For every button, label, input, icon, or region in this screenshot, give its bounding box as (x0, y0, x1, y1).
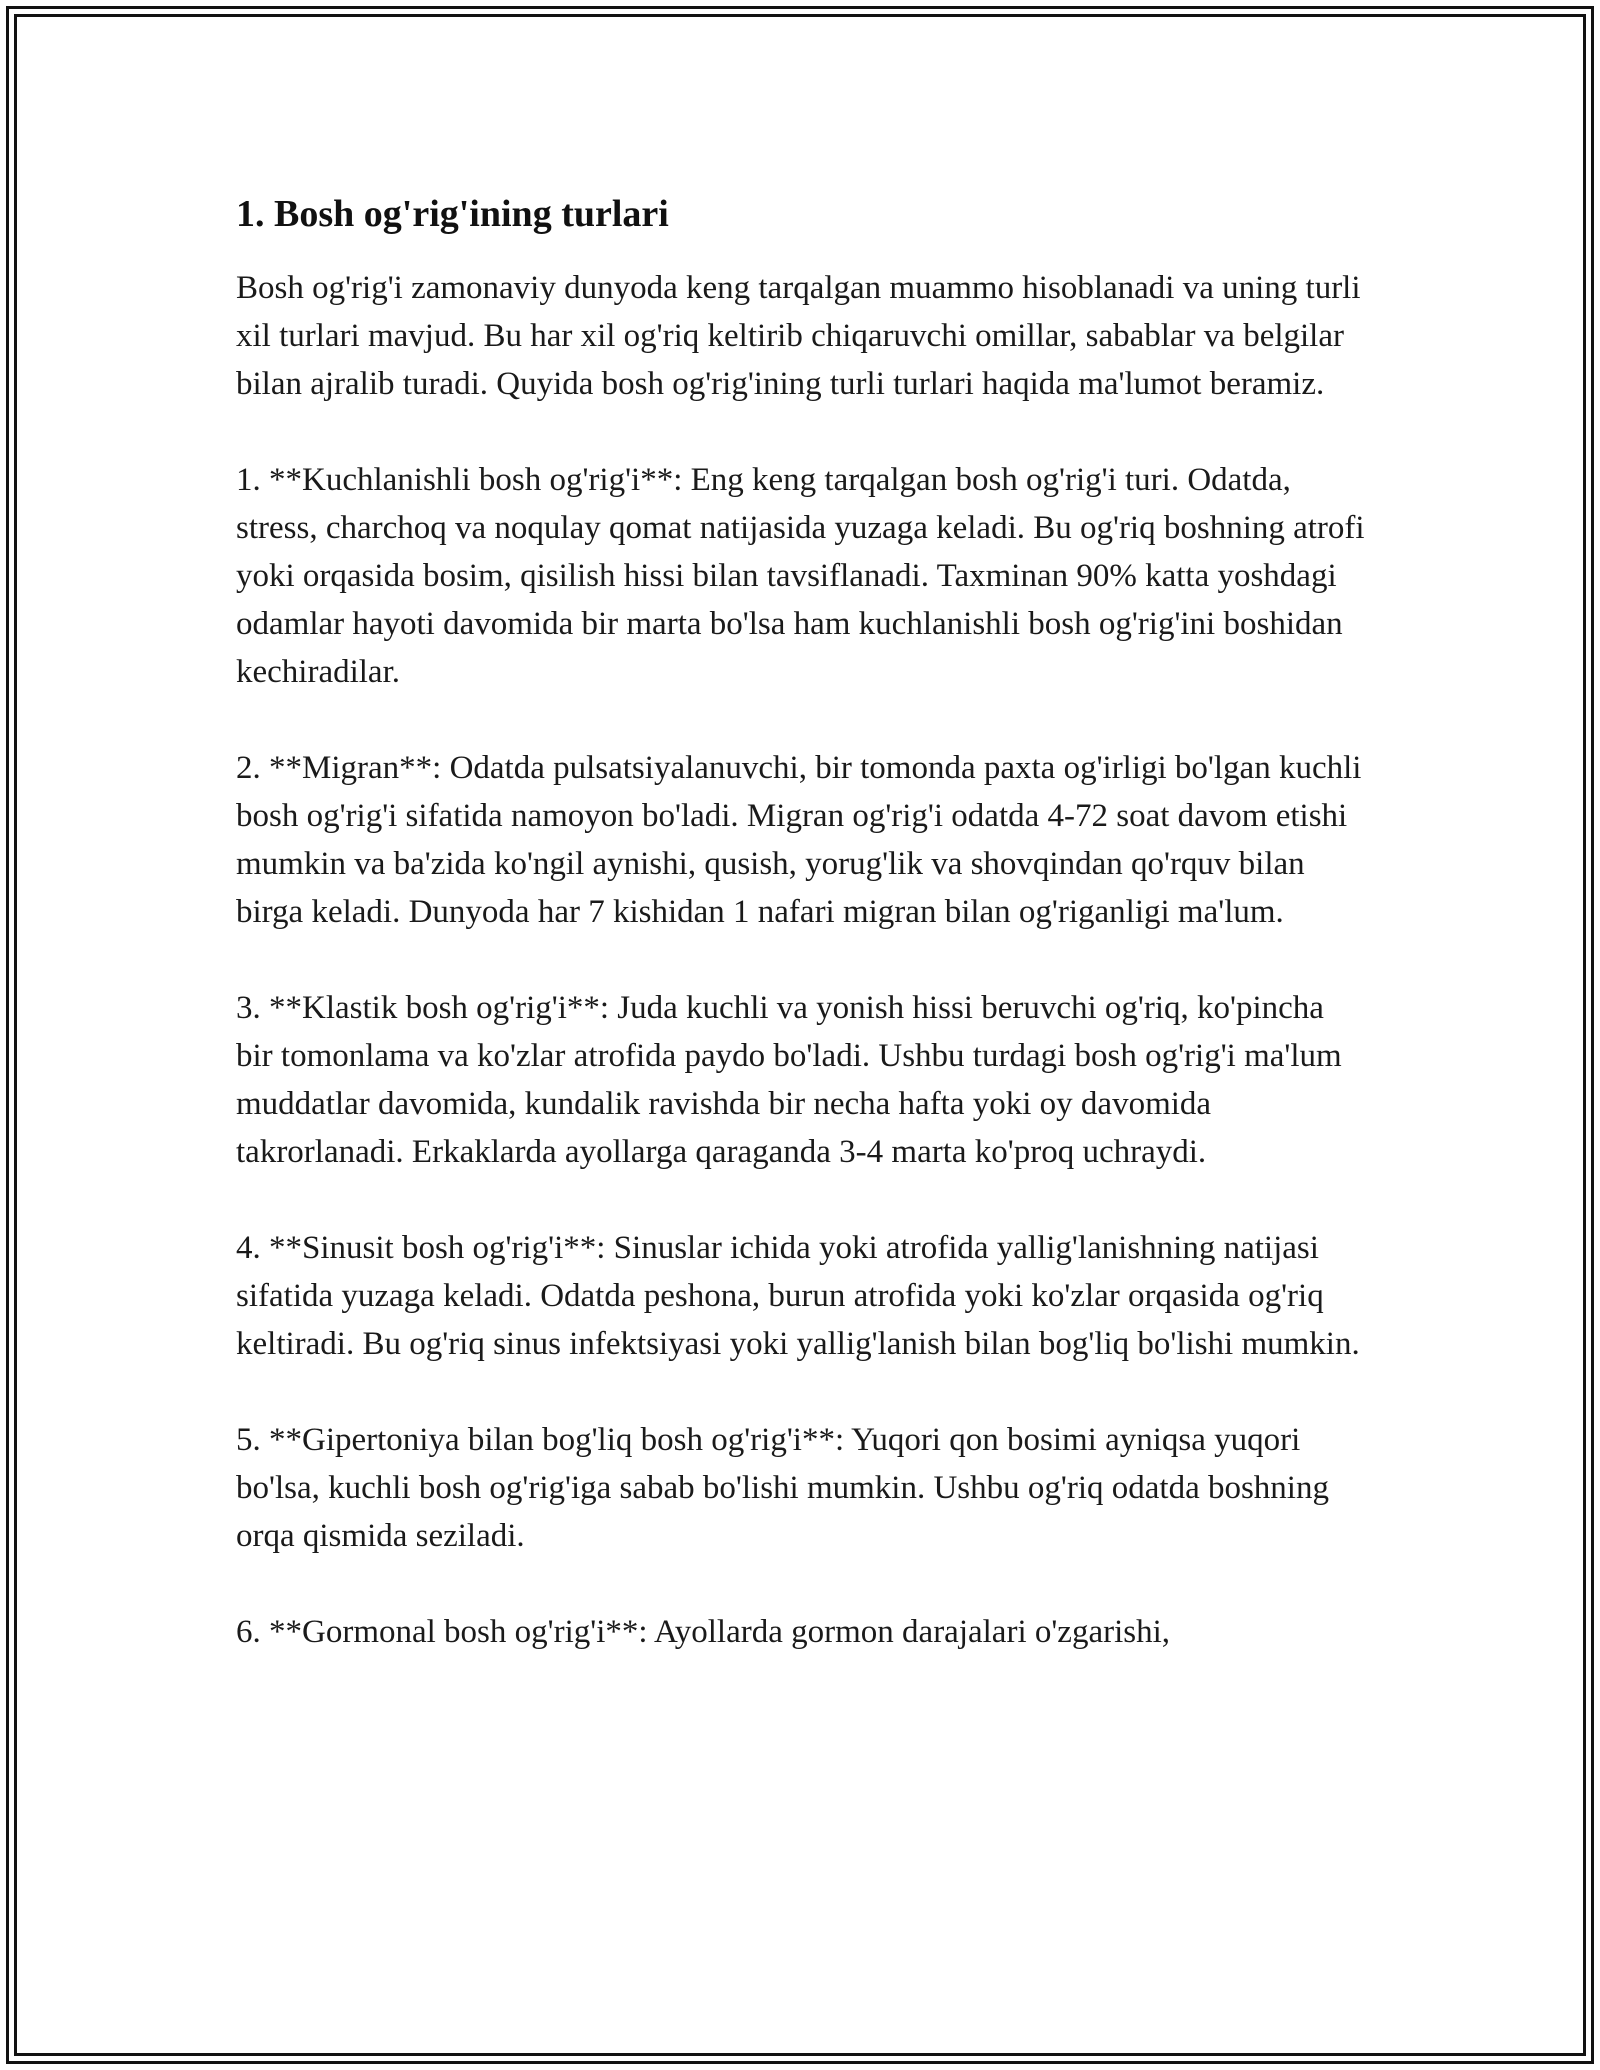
list-item-hypertension-headache: 5. **Gipertoniya bilan bog'liq bosh og'rig'i**: Yuqori qon bosimi ayniqsa yuqori bo'lsa, kuchli bosh og'rig'iga sabab bo'lishi mumkin. Ushbu og'riq odatda boshning orqa qismida seziladi. (236, 1422, 1329, 1554)
list-item-sinus-headache: 4. **Sinusit bosh og'rig'i**: Sinuslar ichida yoki atrofida yallig'lanishning natijasi sifatida yuzaga keladi. Odatda peshona, burun atrofida yoki ko'zlar orqasida og'riq keltiradi. Bu og'riq sinus infektsiyasi yoki yallig'lanish bilan bog'liq bo'lishi mumkin. (236, 1230, 1360, 1362)
intro-paragraph: Bosh og'rig'i zamonaviy dunyoda keng tarqalgan muammo hisoblanadi va uning turli xil turlari mavjud. Bu har xil og'riq keltirib chiqaruvchi omillar, sabablar va belgilar bilan ajralib turadi. Quyida bosh og'rig'ining turli turlari haqida ma'lumot beramiz. (236, 270, 1361, 402)
document-body (236, 182, 1366, 1704)
list-item-hormonal-headache: 6. **Gormonal bosh og'rig'i**: Ayollarda gormon darajalari o'zgarishi, (236, 1614, 1171, 1650)
section-heading: 1. Bosh og'rig'ining turlari (236, 193, 669, 235)
list-item-tension-headache: 1. **Kuchlanishli bosh og'rig'i**: Eng keng tarqalgan bosh og'rig'i turi. Odatda, stress, charchoq va noqulay qomat natijasida yuzaga keladi. Bu og'riq boshning atrofi yoki orqasida bosim, qisilish hissi bilan tavsiflanadi. Taxminan 90% katta yoshdagi odamlar hayoti davomida bir marta bo'lsa ham kuchlanishli bosh og'rig'ini boshidan kechiradilar. (236, 462, 1365, 690)
list-item-cluster-headache: 3. **Klastik bosh og'rig'i**: Juda kuchli va yonish hissi beruvchi og'riq, ko'pincha bir tomonlama va ko'zlar atrofida paydo bo'ladi. Ushbu turdagi bosh og'rig'i ma'lum muddatlar davomida, kundalik ravishda bir necha hafta yoki oy davomida takrorlanadi. Erkaklarda ayollarga qaraganda 3-4 marta ko'proq uchraydi. (236, 990, 1342, 1170)
list-item-migraine: 2. **Migran**: Odatda pulsatsiyalanuvchi, bir tomonda paxta og'irligi bo'lgan kuchli bosh og'rig'i sifatida namoyon bo'ladi. Migran og'rig'i odatda 4-72 soat davom etishi mumkin va ba'zida ko'ngil aynishi, qusish, yorug'lik va shovqindan qo'rquv bilan birga keladi. Dunyoda har 7 kishidan 1 nafari migran bilan og'riganligi ma'lum. (236, 750, 1362, 930)
